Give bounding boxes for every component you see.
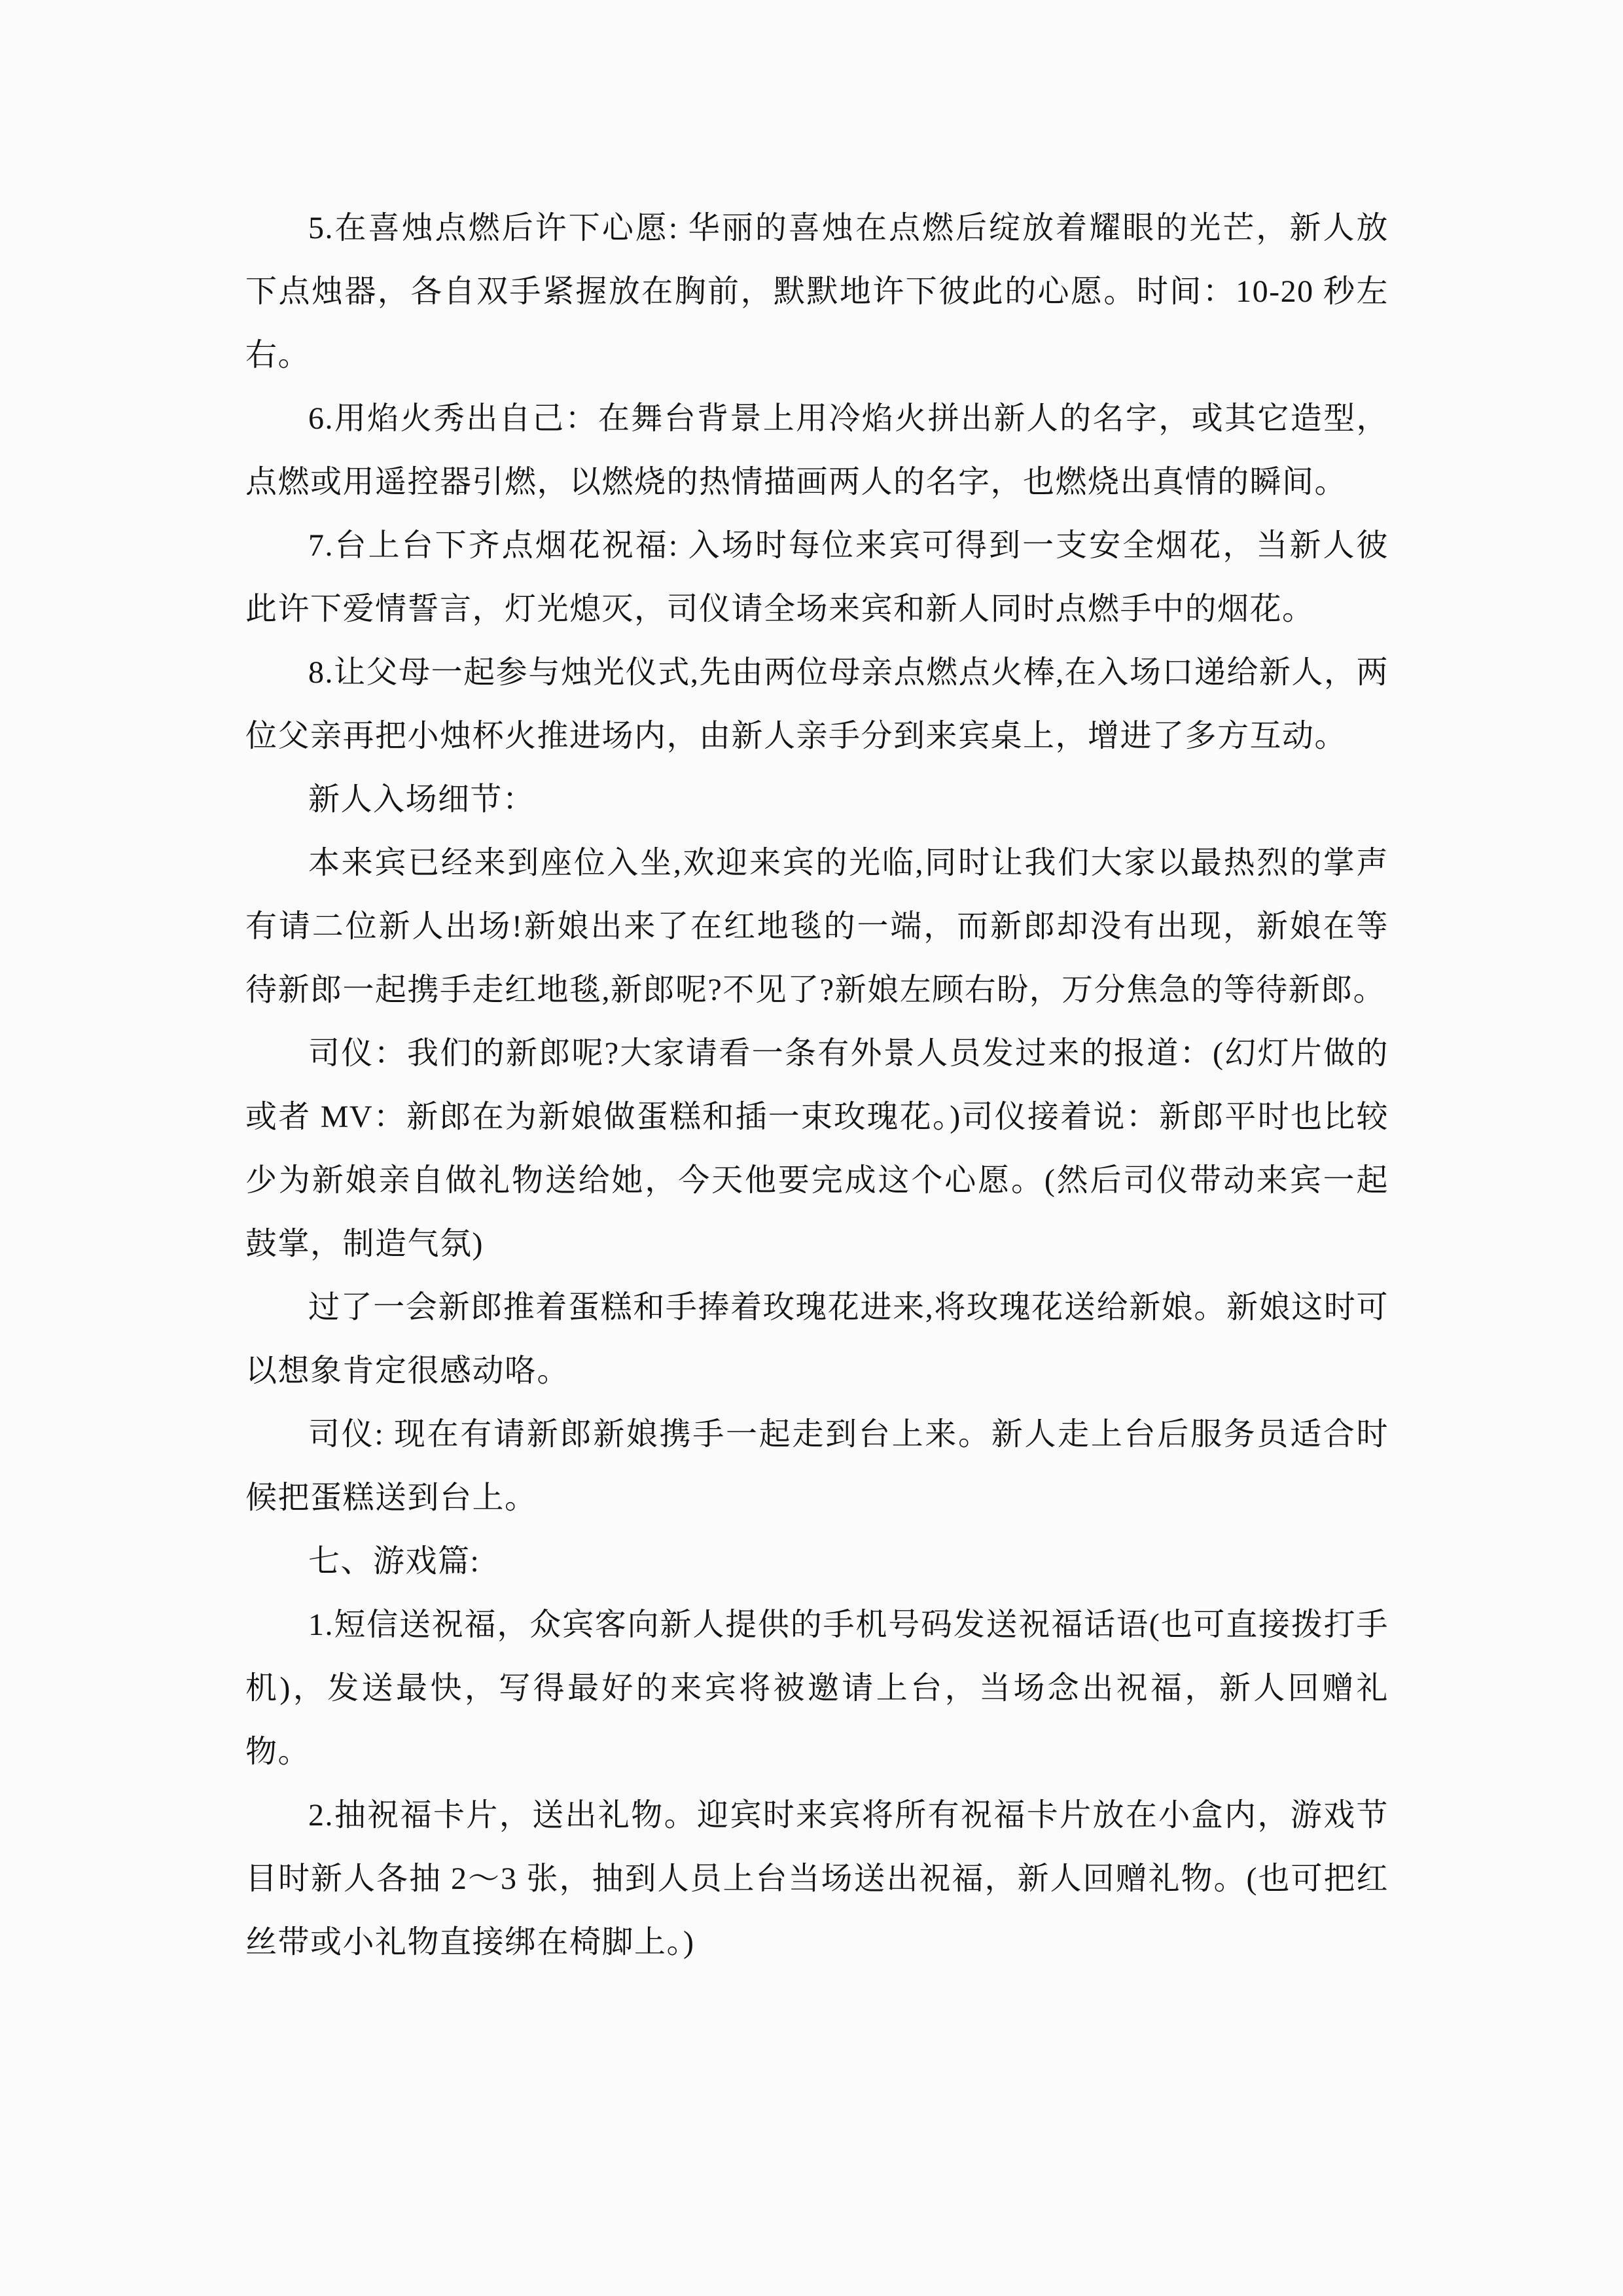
paragraph: 司仪：我们的新郎呢?大家请看一条有外景人员发过来的报道：(幻灯片做的或者 MV：新郎在为新娘做蛋糕和插一束玫瑰花。)司仪接着说：新郎平时也比较少为新娘亲自做礼物送给她，今天他要完成这个心愿。(然后司仪带动来宾一起鼓掌，制造气氛)	[245, 1036, 1389, 1261]
paragraph: 6.用焰火秀出自己：在舞台背景上用冷焰火拼出新人的名字，或其它造型，点燃或用遥控器引燃，以燃烧的热情描画两人的名字，也燃烧出真情的瞬间。	[245, 401, 1389, 499]
paragraph: 2.抽祝福卡片，送出礼物。迎宾时来宾将所有祝福卡片放在小盒内，游戏节目时新人各抽 2～3 张，抽到人员上台当场送出祝福，新人回赠礼物。(也可把红丝带或小礼物直接绑在椅脚上。)	[245, 1798, 1389, 1960]
paragraph: 本来宾已经来到座位入坐,欢迎来宾的光临,同时让我们大家以最热烈的掌声有请二位新人出场!新娘出来了在红地毯的一端，而新郎却没有出现，新娘在等待新郎一起携手走红地毯,新郎呢?不见了?新娘左顾右盼，万分焦急的等待新郎。	[245, 846, 1389, 1007]
section-heading: 新人入场细节：	[308, 782, 535, 817]
paragraph: 过了一会新郎推着蛋糕和手捧着玫瑰花进来,将玫瑰花送给新娘。新娘这时可以想象肯定很感动咯。	[245, 1290, 1389, 1388]
paragraph: 5.在喜烛点燃后许下心愿: 华丽的喜烛在点燃后绽放着耀眼的光芒，新人放下点烛器，各自双手紧握放在胸前，默默地许下彼此的心愿。时间：10-20 秒左右。	[245, 211, 1389, 372]
paragraph: 司仪: 现在有请新郎新娘携手一起走到台上来。新人走上台后服务员适合时候把蛋糕送到台上。	[245, 1417, 1389, 1515]
section-heading: 七、游戏篇:	[308, 1544, 480, 1579]
paragraph: 7.台上台下齐点烟花祝福: 入场时每位来宾可得到一支安全烟花，当新人彼此许下爱情誓言，灯光熄灭，司仪请全场来宾和新人同时点燃手中的烟花。	[245, 528, 1389, 626]
document-body	[245, 196, 1389, 1974]
paragraph: 1.短信送祝福，众宾客向新人提供的手机号码发送祝福话语(也可直接拨打手机)，发送最快，写得最好的来宾将被邀请上台，当场念出祝福，新人回赠礼物。	[245, 1607, 1389, 1769]
paragraph: 8.让父母一起参与烛光仪式,先由两位母亲点燃点火棒,在入场口递给新人，两位父亲再把小烛杯火推进场内，由新人亲手分到来宾桌上，增进了多方互动。	[245, 655, 1389, 753]
